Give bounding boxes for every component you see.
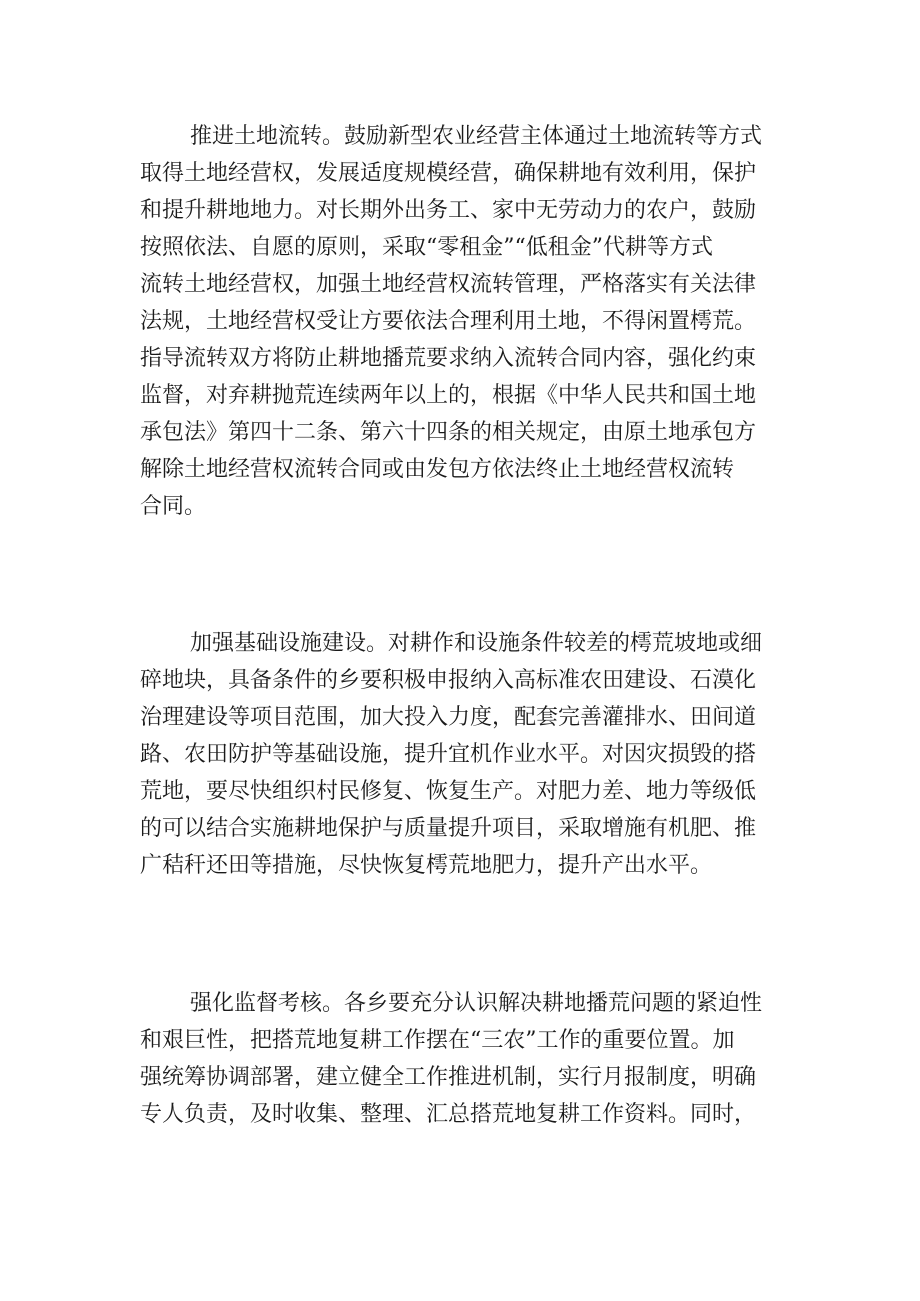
text-line: 取得土地经营权，发展适度规模经营，确保耕地有效利用，保护 (140, 161, 757, 186)
text-line: 按照依法、自愿的原则，采取“零租金”“低租金”代耕等方式 (140, 235, 713, 260)
text-line: 和艰巨性，把搭荒地复耕工作摆在“三农”工作的重要位置。加 (140, 1028, 735, 1053)
text-line: 广秸秆还田等措施，尽快恢复樗荒地肥力，提升产出水平。 (140, 853, 713, 878)
paragraph-land-transfer (140, 118, 800, 525)
text-line: 解除土地经营权流转合同或由发包方依法终止土地经营权流转 (140, 457, 735, 482)
paragraph-infrastructure (140, 625, 800, 884)
text-line: 合同。 (140, 494, 207, 519)
text-line: 荒地，要尽快组织村民修复、恢复生产。对肥力差、地力等级低 (140, 779, 757, 804)
text-line: 监督，对弃耕抛荒连续两年以上的，根据《中华人民共和国土地 (140, 383, 757, 408)
text-line: 治理建设等项目范围，加大投入力度，配套完善灌排水、田间道 (140, 705, 757, 730)
text-line: 法规，土地经营权受让方要依法合理利用土地，不得闲置樗荒。 (140, 309, 757, 334)
text-line: 路、农田防护等基础设施，提升宜机作业水平。对因灾损毁的搭 (140, 742, 757, 767)
text-line: 专人负责，及时收集、整理、汇总搭荒地复耕工作资料。同时， (140, 1102, 757, 1127)
text-line: 的可以结合实施耕地保护与质量提升项目，采取增施有机肥、推 (140, 816, 757, 841)
text-line: 碎地块，具备条件的乡要积极申报纳入高标准农田建设、石漠化 (140, 668, 757, 693)
text-line: 强化监督考核。各乡要充分认识解决耕地播荒问题的紧迫性 (190, 991, 763, 1016)
text-line: 承包法》第四十二条、第六十四条的相关规定，由原土地承包方 (140, 420, 757, 445)
text-line: 推进土地流转。鼓励新型农业经营主体通过土地流转等方式 (190, 124, 763, 149)
text-line: 和提升耕地地力。对长期外出务工、家中无劳动力的农户，鼓励 (140, 198, 757, 223)
text-line: 流转土地经营权，加强土地经营权流转管理，严格落实有关法律 (140, 272, 757, 297)
text-line: 指导流转双方将防止耕地播荒要求纳入流转合同内容，强化约束 (140, 346, 757, 371)
paragraph-supervision (140, 985, 800, 1133)
text-line: 加强基础设施建设。对耕作和设施条件较差的樗荒坡地或细 (190, 631, 763, 656)
text-line: 强统筹协调部署，建立健全工作推进机制，实行月报制度，明确 (140, 1065, 757, 1090)
